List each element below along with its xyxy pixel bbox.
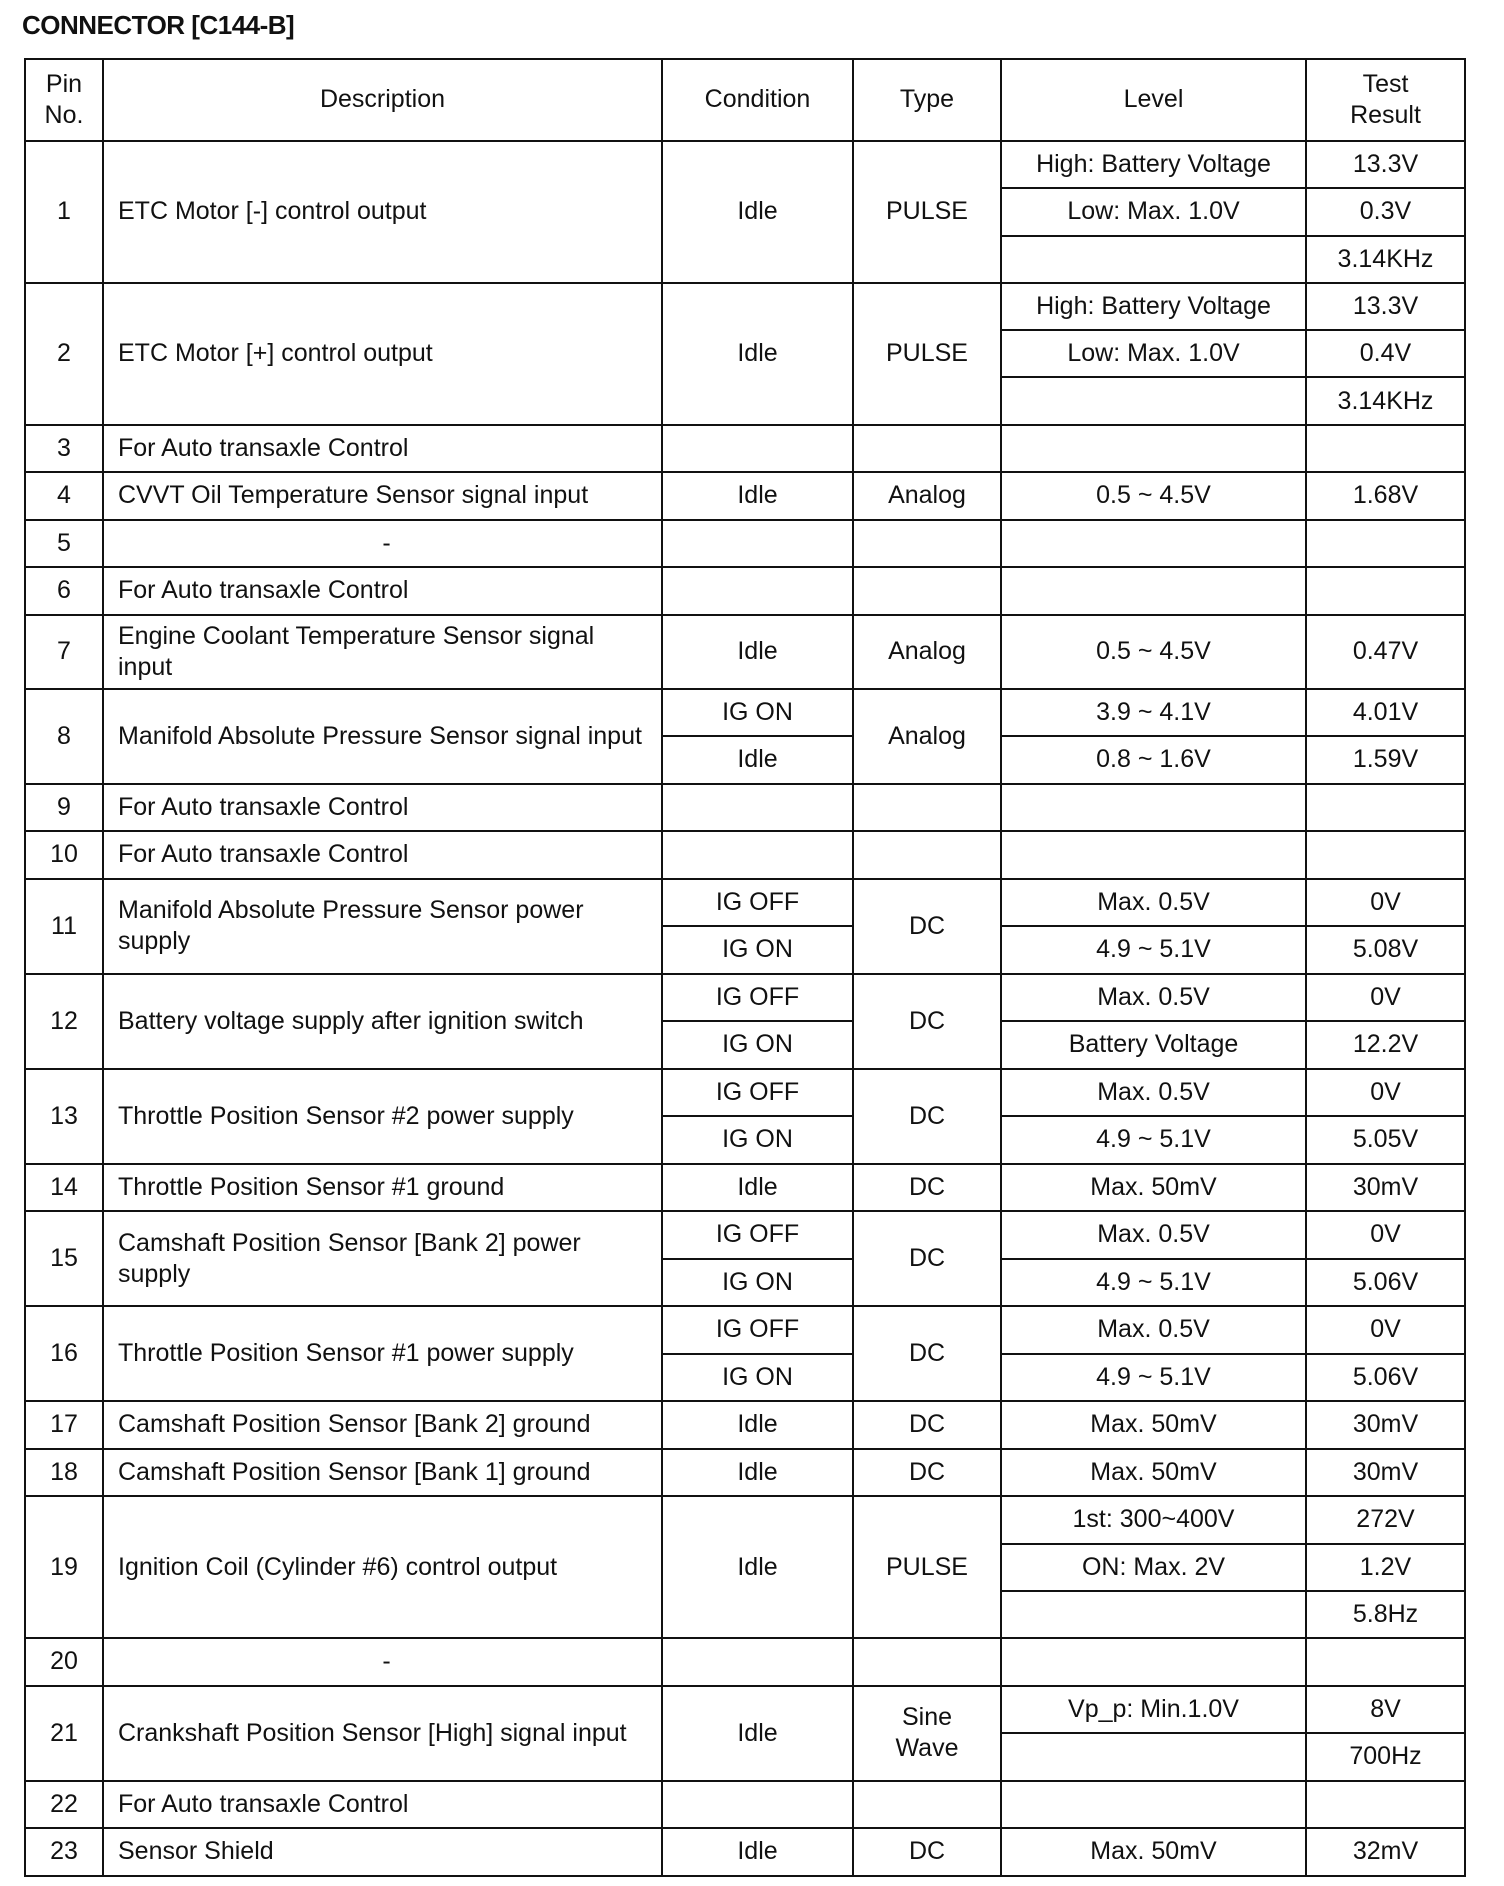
- pin-level: Max. 50mV: [1001, 1449, 1306, 1497]
- pin-type: [853, 567, 1001, 615]
- header-type: Type: [853, 59, 1001, 141]
- pin-number: 2: [25, 283, 103, 425]
- pin-description: -: [103, 520, 662, 568]
- pin-condition: [662, 784, 853, 832]
- pin-level: High: Battery Voltage: [1001, 141, 1306, 188]
- table-row: [25, 879, 1465, 927]
- pin-type: [853, 520, 1001, 568]
- table-row: [25, 1496, 1465, 1543]
- pin-level: [1001, 520, 1306, 568]
- pin-level: [1001, 377, 1306, 424]
- pin-condition: IG ON: [662, 1116, 853, 1164]
- pin-type: Analog: [853, 615, 1001, 689]
- pin-level: Low: Max. 1.0V: [1001, 188, 1306, 235]
- pin-condition: [662, 520, 853, 568]
- pin-test-result: 8V: [1306, 1686, 1465, 1734]
- pin-type: DC: [853, 1164, 1001, 1212]
- pin-condition: IG OFF: [662, 1069, 853, 1117]
- pin-condition: Idle: [662, 283, 853, 425]
- pin-description: ETC Motor [+] control output: [103, 283, 662, 425]
- pin-level: Max. 0.5V: [1001, 1211, 1306, 1259]
- pin-test-result: 30mV: [1306, 1401, 1465, 1449]
- table-row: [25, 472, 1465, 520]
- pin-condition: Idle: [662, 1496, 853, 1638]
- pin-type: PULSE: [853, 283, 1001, 425]
- pin-description: Battery voltage supply after ignition switch: [103, 974, 662, 1069]
- pin-number: 7: [25, 615, 103, 689]
- header-test-result: Test Result: [1306, 59, 1465, 141]
- pin-type: [853, 1781, 1001, 1829]
- pin-level: Max. 0.5V: [1001, 1306, 1306, 1354]
- pin-number: 23: [25, 1828, 103, 1876]
- pin-level: [1001, 1781, 1306, 1829]
- pin-level: [1001, 831, 1306, 879]
- table-row: [25, 567, 1465, 615]
- pin-number: 15: [25, 1211, 103, 1306]
- pin-condition: Idle: [662, 1164, 853, 1212]
- pin-type: Analog: [853, 472, 1001, 520]
- table-row: [25, 1306, 1465, 1354]
- pin-level: 4.9 ~ 5.1V: [1001, 1259, 1306, 1307]
- pin-condition: IG ON: [662, 1021, 853, 1069]
- pin-type: [853, 1638, 1001, 1686]
- connector-title: CONNECTOR [C144-B]: [22, 10, 295, 40]
- pin-level: Max. 0.5V: [1001, 974, 1306, 1022]
- pin-condition: [662, 1638, 853, 1686]
- pin-level: 4.9 ~ 5.1V: [1001, 926, 1306, 974]
- pin-number: 19: [25, 1496, 103, 1638]
- pin-condition: IG ON: [662, 1354, 853, 1402]
- pin-condition: IG ON: [662, 689, 853, 737]
- table-row: [25, 689, 1465, 737]
- pin-level: [1001, 1638, 1306, 1686]
- pin-test-result: 5.05V: [1306, 1116, 1465, 1164]
- pin-test-result: [1306, 831, 1465, 879]
- pin-level: 4.9 ~ 5.1V: [1001, 1116, 1306, 1164]
- pin-type: [853, 831, 1001, 879]
- pin-description: ETC Motor [-] control output: [103, 141, 662, 283]
- pin-test-result: 1.68V: [1306, 472, 1465, 520]
- pin-test-result: 0V: [1306, 1306, 1465, 1354]
- pin-description: -: [103, 1638, 662, 1686]
- pin-type: DC: [853, 1306, 1001, 1401]
- pin-type: Sine Wave: [853, 1686, 1001, 1781]
- pin-condition: [662, 1781, 853, 1829]
- pin-test-result: 0.3V: [1306, 188, 1465, 235]
- table-row: [25, 974, 1465, 1022]
- pin-description: Sensor Shield: [103, 1828, 662, 1876]
- pin-test-result: 3.14KHz: [1306, 236, 1465, 283]
- pin-number: 3: [25, 425, 103, 473]
- pin-test-result: 0V: [1306, 1069, 1465, 1117]
- pin-test-result: 5.08V: [1306, 926, 1465, 974]
- pin-test-result: 32mV: [1306, 1828, 1465, 1876]
- pin-test-result: 700Hz: [1306, 1733, 1465, 1781]
- pin-description: Throttle Position Sensor #2 power supply: [103, 1069, 662, 1164]
- table-row: [25, 1686, 1465, 1734]
- pin-level: 0.5 ~ 4.5V: [1001, 615, 1306, 689]
- pin-condition: Idle: [662, 1401, 853, 1449]
- pin-test-result: 5.06V: [1306, 1354, 1465, 1402]
- pin-type: [853, 784, 1001, 832]
- pin-test-result: 1.59V: [1306, 736, 1465, 784]
- table-row: [25, 1069, 1465, 1117]
- pin-number: 14: [25, 1164, 103, 1212]
- pin-description: Engine Coolant Temperature Sensor signal input: [103, 615, 662, 689]
- pin-description: Throttle Position Sensor #1 power supply: [103, 1306, 662, 1401]
- table-row: [25, 1828, 1465, 1876]
- pin-number: 16: [25, 1306, 103, 1401]
- pin-test-result: [1306, 1638, 1465, 1686]
- pin-type: DC: [853, 1401, 1001, 1449]
- pin-level: [1001, 236, 1306, 283]
- pin-description: For Auto transaxle Control: [103, 831, 662, 879]
- header-pin: Pin No.: [25, 59, 103, 141]
- pin-description: For Auto transaxle Control: [103, 784, 662, 832]
- table-row: [25, 615, 1465, 689]
- header-condition: Condition: [662, 59, 853, 141]
- pin-condition: Idle: [662, 1449, 853, 1497]
- pin-description: Manifold Absolute Pressure Sensor signal input: [103, 689, 662, 784]
- pin-description: Manifold Absolute Pressure Sensor power supply: [103, 879, 662, 974]
- pin-condition: Idle: [662, 615, 853, 689]
- pin-number: 5: [25, 520, 103, 568]
- header-description: Description: [103, 59, 662, 141]
- pin-number: 22: [25, 1781, 103, 1829]
- pin-type: [853, 425, 1001, 473]
- pin-condition: Idle: [662, 736, 853, 784]
- pin-condition: IG OFF: [662, 1211, 853, 1259]
- table-row: [25, 283, 1465, 330]
- pin-number: 10: [25, 831, 103, 879]
- table-row: [25, 141, 1465, 188]
- pin-test-result: 4.01V: [1306, 689, 1465, 737]
- pin-test-result: [1306, 520, 1465, 568]
- pin-type: DC: [853, 879, 1001, 974]
- pin-description: Camshaft Position Sensor [Bank 2] power supply: [103, 1211, 662, 1306]
- pin-description: Throttle Position Sensor #1 ground: [103, 1164, 662, 1212]
- pin-condition: Idle: [662, 1686, 853, 1781]
- pin-number: 21: [25, 1686, 103, 1781]
- pin-number: 1: [25, 141, 103, 283]
- pin-test-result: 30mV: [1306, 1449, 1465, 1497]
- pin-test-result: [1306, 1781, 1465, 1829]
- table-row: [25, 831, 1465, 879]
- pin-level: [1001, 784, 1306, 832]
- pin-test-result: 5.8Hz: [1306, 1591, 1465, 1638]
- pin-condition: [662, 425, 853, 473]
- pin-level: Max. 50mV: [1001, 1164, 1306, 1212]
- pin-type: DC: [853, 1211, 1001, 1306]
- pin-description: Camshaft Position Sensor [Bank 2] ground: [103, 1401, 662, 1449]
- pin-test-result: 0.47V: [1306, 615, 1465, 689]
- pin-description: For Auto transaxle Control: [103, 567, 662, 615]
- pin-level: 0.5 ~ 4.5V: [1001, 472, 1306, 520]
- pin-level: 4.9 ~ 5.1V: [1001, 1354, 1306, 1402]
- pin-test-result: 3.14KHz: [1306, 377, 1465, 424]
- pin-type: DC: [853, 1069, 1001, 1164]
- table-row: [25, 1638, 1465, 1686]
- pin-number: 6: [25, 567, 103, 615]
- pin-level: [1001, 567, 1306, 615]
- pin-level: Max. 0.5V: [1001, 879, 1306, 927]
- pin-number: 18: [25, 1449, 103, 1497]
- pin-condition: IG OFF: [662, 879, 853, 927]
- table-row: [25, 784, 1465, 832]
- header-row: [25, 59, 1465, 141]
- pin-level: 1st: 300~400V: [1001, 1496, 1306, 1543]
- pin-level: 3.9 ~ 4.1V: [1001, 689, 1306, 737]
- pin-test-result: [1306, 784, 1465, 832]
- pin-number: 20: [25, 1638, 103, 1686]
- pin-test-result: 0V: [1306, 974, 1465, 1022]
- connector-pin-table: [24, 58, 1466, 1877]
- pin-test-result: 13.3V: [1306, 141, 1465, 188]
- pin-level: [1001, 425, 1306, 473]
- pin-level: High: Battery Voltage: [1001, 283, 1306, 330]
- pin-level: [1001, 1591, 1306, 1638]
- table-row: [25, 1211, 1465, 1259]
- pin-type: PULSE: [853, 141, 1001, 283]
- pin-test-result: 12.2V: [1306, 1021, 1465, 1069]
- pin-condition: IG OFF: [662, 974, 853, 1022]
- pin-level: ON: Max. 2V: [1001, 1544, 1306, 1591]
- pin-test-result: 1.2V: [1306, 1544, 1465, 1591]
- pin-number: 17: [25, 1401, 103, 1449]
- pin-test-result: 13.3V: [1306, 283, 1465, 330]
- pin-type: Analog: [853, 689, 1001, 784]
- pin-condition: IG ON: [662, 926, 853, 974]
- pin-test-result: 30mV: [1306, 1164, 1465, 1212]
- pin-description: For Auto transaxle Control: [103, 1781, 662, 1829]
- pin-description: For Auto transaxle Control: [103, 425, 662, 473]
- pin-condition: [662, 831, 853, 879]
- table-row: [25, 1164, 1465, 1212]
- pin-condition: Idle: [662, 472, 853, 520]
- pin-level: Low: Max. 1.0V: [1001, 330, 1306, 377]
- pin-type: PULSE: [853, 1496, 1001, 1638]
- pin-condition: [662, 567, 853, 615]
- pin-number: 8: [25, 689, 103, 784]
- pin-number: 9: [25, 784, 103, 832]
- pin-description: Ignition Coil (Cylinder #6) control output: [103, 1496, 662, 1638]
- pin-condition: Idle: [662, 141, 853, 283]
- pin-condition: IG OFF: [662, 1306, 853, 1354]
- pin-level: Vp_p: Min.1.0V: [1001, 1686, 1306, 1734]
- pin-test-result: [1306, 567, 1465, 615]
- pin-number: 13: [25, 1069, 103, 1164]
- pin-number: 4: [25, 472, 103, 520]
- pin-level: Max. 50mV: [1001, 1828, 1306, 1876]
- table-row: [25, 1449, 1465, 1497]
- pin-description: CVVT Oil Temperature Sensor signal input: [103, 472, 662, 520]
- pin-test-result: [1306, 425, 1465, 473]
- pin-type: DC: [853, 1828, 1001, 1876]
- pin-test-result: 5.06V: [1306, 1259, 1465, 1307]
- table-row: [25, 425, 1465, 473]
- pin-test-result: 272V: [1306, 1496, 1465, 1543]
- pin-number: 12: [25, 974, 103, 1069]
- pin-level: [1001, 1733, 1306, 1781]
- pin-level: Max. 50mV: [1001, 1401, 1306, 1449]
- pin-number: 11: [25, 879, 103, 974]
- pin-test-result: 0V: [1306, 879, 1465, 927]
- pin-description: Camshaft Position Sensor [Bank 1] ground: [103, 1449, 662, 1497]
- pin-type: DC: [853, 974, 1001, 1069]
- table-row: [25, 520, 1465, 568]
- pin-condition: IG ON: [662, 1259, 853, 1307]
- pin-type: DC: [853, 1449, 1001, 1497]
- pin-test-result: 0.4V: [1306, 330, 1465, 377]
- pin-level: 0.8 ~ 1.6V: [1001, 736, 1306, 784]
- table-row: [25, 1781, 1465, 1829]
- table-row: [25, 1401, 1465, 1449]
- header-level: Level: [1001, 59, 1306, 141]
- pin-level: Max. 0.5V: [1001, 1069, 1306, 1117]
- pin-test-result: 0V: [1306, 1211, 1465, 1259]
- pin-condition: Idle: [662, 1828, 853, 1876]
- pin-description: Crankshaft Position Sensor [High] signal input: [103, 1686, 662, 1781]
- pin-level: Battery Voltage: [1001, 1021, 1306, 1069]
